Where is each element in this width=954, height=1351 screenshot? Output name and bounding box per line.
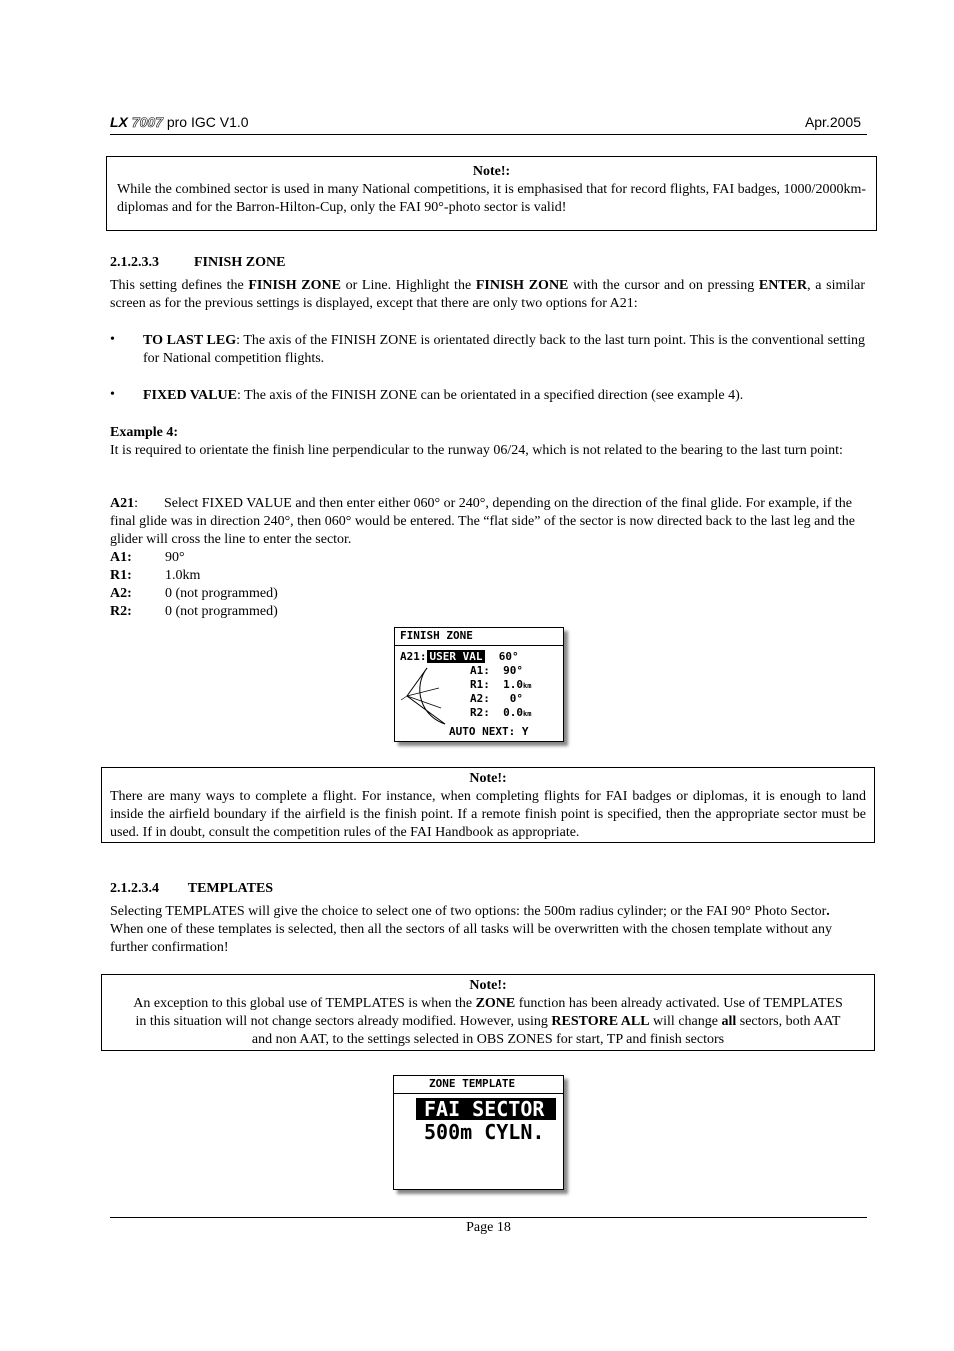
page-header — [110, 112, 867, 135]
example-title: Example 4: — [110, 425, 179, 440]
a21-label: A21: — [400, 650, 427, 663]
option-fai-sector: FAI SECTOR — [416, 1098, 556, 1120]
section-title: FINISH ZONE — [194, 255, 286, 270]
r1-value: R1: 1.0 — [470, 678, 523, 691]
param-value: 1.0km — [165, 568, 201, 583]
templates-paragraph — [110, 903, 840, 957]
finish-paragraph — [110, 277, 865, 313]
text-run: Selecting TEMPLATES will give the choice to select one of two options: the 500m radius cylinder; or the FAI 90° Photo Sector — [110, 904, 827, 919]
bullet-text: : The axis of the FINISH ZONE can be orientated in a specified direction (see example 4). — [237, 388, 744, 403]
a2-row: A2: 0° — [470, 692, 523, 705]
screen-divider — [394, 1093, 563, 1094]
r2-value: R2: 0.0 — [470, 706, 523, 719]
section-number: 2.1.2.3.4 — [110, 881, 159, 896]
note-box-2 — [101, 767, 875, 843]
param-value: 0 (not programmed) — [165, 604, 278, 619]
bullet-label: FIXED VALUE — [143, 388, 238, 403]
text-run: FINISH ZONE — [248, 278, 341, 293]
note-box-1 — [106, 156, 877, 231]
a21-mode: USER VAL — [427, 650, 486, 663]
section-number: 2.1.2.3.3 — [110, 255, 159, 270]
param-label: R1 — [110, 568, 128, 583]
r1-row — [470, 678, 531, 693]
option-500m-cylinder: 500m CYLN. — [424, 1120, 545, 1144]
note-title: Note!: — [472, 164, 511, 179]
text-run: all — [721, 1014, 737, 1029]
text-run: ENTER — [758, 278, 808, 293]
text-run: This setting defines the — [110, 278, 249, 293]
bullet-fixed-value — [143, 387, 865, 405]
text-run: sectors, both AAT and non AAT, to the settings selected in OBS ZONES for start, TP and finish sectors — [251, 1014, 841, 1047]
a1-row: A1: 90° — [470, 664, 523, 677]
product-name: pro IGC V1.0 — [166, 114, 249, 130]
text-run: . — [826, 904, 830, 919]
param-value: 0 (not programmed) — [165, 586, 278, 601]
note-text: There are many ways to complete a flight. For instance, when completing flights for FAI badges or diplomas, it is enough to land inside the airfield boundary if the airfield is the finish point. If a remote finish point is specified, then the appropriate sector must be used. If in doubt, consult the competition rules of the FAI Handbook as appropriate. — [110, 789, 866, 840]
text-run: ZONE — [475, 996, 516, 1011]
note-title: Note!: — [469, 978, 507, 993]
text-run: function has been already activated. Use of TEMPLATES in this situation will not change sectors already modified. However, using — [135, 996, 843, 1029]
a21-description: A21: Select FIXED VALUE and then enter either 060° or 240°, depending on the direction of the final glide. For example, if the final glide was in direction 240°, then 060° would be entered. The “flat side” of the sector is now directed back to the last leg and the glider will cross the line to enter the sector. — [110, 496, 855, 547]
param-row: R1: 1.0km — [110, 568, 201, 583]
a21-angle: 60° — [498, 650, 519, 663]
bullet-text: : The axis of the FINISH ZONE is orientated directly back to the last turn point. This is the conventional setting for National competition flights. — [143, 333, 865, 366]
param-row: R2: 0 (not programmed) — [110, 604, 278, 619]
unit-label: km — [522, 682, 532, 690]
bullet-icon: • — [110, 332, 115, 347]
note-text — [132, 995, 844, 1049]
bullet-to-last-leg — [143, 332, 865, 368]
screen-divider — [395, 645, 563, 646]
screen-title: FINISH ZONE — [400, 629, 473, 642]
text-run: , a similar screen as for the previous settings is displayed, except that there are only two options for A21: — [110, 278, 865, 311]
note-title: Note!: — [469, 771, 507, 786]
param-row: A2: 0 (not programmed) — [110, 586, 278, 601]
header-product — [110, 114, 249, 130]
note-box-3 — [101, 974, 875, 1051]
bullet-label: TO LAST LEG — [143, 333, 237, 348]
section-heading-finish-zone — [110, 255, 285, 271]
param-label: R2 — [110, 604, 128, 619]
unit-label: km — [522, 710, 532, 718]
header-date: Apr.2005 — [804, 114, 861, 130]
zone-template-screen — [393, 1075, 564, 1190]
param-label: A1 — [110, 550, 128, 565]
text-run: FINISH ZONE — [475, 278, 569, 293]
note-text: While the combined sector is used in many National competitions, it is emphasised that for record flights, FAI badges, 1000/2000km-diplomas and for the Barron-Hilton-Cup, only the FAI 90°-photo sector is valid! — [117, 182, 866, 215]
model-logo: 7007 — [131, 114, 163, 130]
param-row: A1: 90° — [110, 550, 185, 565]
page-footer — [110, 1217, 867, 1236]
r2-row — [470, 706, 531, 721]
bullet-icon: • — [110, 387, 115, 402]
screen-title: ZONE TEMPLATE — [429, 1077, 516, 1090]
lx-logo: LX — [110, 114, 128, 130]
param-text: Select FIXED VALUE and then enter either 060° or 240°, depending on the direction of the final glide. For example, if the final glide was in direction 240°, then 060° would be entered. The “flat side” of the sector is now directed back to the last leg and the glider will cross the line to enter the sector. — [110, 496, 855, 547]
auto-next-row: AUTO NEXT: Y — [449, 725, 529, 738]
param-label: A2 — [110, 586, 128, 601]
sector-diagram — [399, 660, 471, 732]
param-value: 90° — [165, 550, 185, 565]
text-run: RESTORE ALL — [551, 1014, 650, 1029]
text-run: or Line. Highlight the — [340, 278, 476, 293]
section-title: TEMPLATES — [187, 881, 274, 896]
text-run: with the cursor and on pressing — [568, 278, 759, 293]
param-list — [110, 549, 278, 621]
text-run: When one of these templates is selected, then all the sectors of all tasks will be overwritten with the chosen template without any further confirmation! — [110, 922, 832, 955]
example-text: It is required to orientate the finish line perpendicular to the runway 06/24, which is not related to the bearing to the last turn point: — [110, 443, 843, 458]
param-label: A21 — [110, 496, 135, 511]
page-number: Page 18 — [466, 1220, 511, 1235]
section-heading-templates — [110, 881, 273, 897]
finish-zone-screen — [394, 627, 564, 742]
text-run: will change — [649, 1014, 722, 1029]
text-run: An exception to this global use of TEMPLATES is when the — [133, 996, 476, 1011]
